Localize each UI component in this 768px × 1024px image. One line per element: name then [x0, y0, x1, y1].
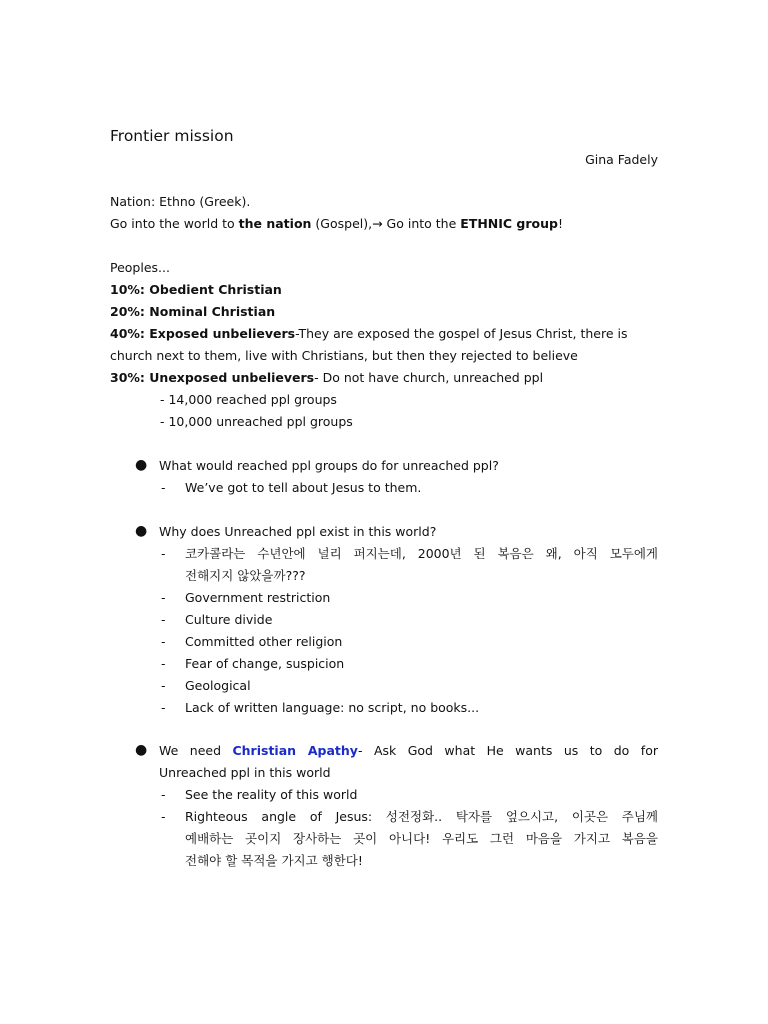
sub-item: Geological [185, 678, 251, 693]
bullet-icon: ● [135, 457, 148, 473]
sub-item: Lack of written language: no script, no books... [185, 700, 480, 715]
group-count: - 10,000 unreached ppl groups [160, 414, 353, 429]
dash-icon: - [161, 590, 166, 605]
korean-text: 전해지지 않았을까??? [185, 568, 306, 583]
dash-icon: - [161, 612, 166, 627]
dash-icon: - [161, 700, 166, 715]
group-count: - 14,000 reached ppl groups [160, 392, 337, 407]
korean-text: 예배하는 곳이지 장사하는 곳이 아니다! 우리도 그런 마음을 가지고 복음을 [185, 831, 658, 846]
bullet-text: What would reached ppl groups do for unreached ppl? [159, 458, 499, 473]
bullet-icon: ● [135, 523, 148, 539]
author-name: Gina Fadely [585, 152, 658, 167]
bullet-text: We need Christian Apathy- Ask God what He wants us to do for [159, 743, 658, 758]
stat-line: 10%: Obedient Christian [110, 282, 282, 297]
bullet-icon: ● [135, 742, 148, 758]
sub-item: Fear of change, suspicion [185, 656, 345, 671]
highlight-text: Christian Apathy [232, 743, 358, 758]
sub-item: See the reality of this world [185, 787, 358, 802]
stat-line: 30%: Unexposed unbelievers- Do not have church, unreached ppl [110, 370, 544, 385]
dash-icon: - [161, 787, 166, 802]
peoples-label: Peoples... [110, 260, 170, 275]
dash-icon: - [161, 809, 166, 824]
dash-icon: - [161, 656, 166, 671]
arrow-icon: → [372, 216, 383, 231]
korean-text: 전해야 할 목적을 가지고 행한다! [185, 853, 363, 868]
stat-line-continued: church next to them, live with Christians, but then they rejected to believe [110, 348, 578, 363]
sub-item: Culture divide [185, 612, 273, 627]
sub-item: We’ve got to tell about Jesus to them. [185, 480, 422, 495]
sub-item: Government restriction [185, 590, 331, 605]
korean-text: 코카콜라는 수년안에 널리 퍼지는데, 2000년 된 복음은 왜, 아직 모두에게 [185, 546, 658, 561]
dash-icon: - [161, 678, 166, 693]
dash-icon: - [161, 634, 166, 649]
dash-icon: - [161, 480, 166, 495]
go-line: Go into the world to the nation (Gospel),→ Go into the ETHNIC group! [110, 216, 563, 231]
dash-icon: - [161, 546, 166, 561]
nation-line: Nation: Ethno (Greek). [110, 194, 251, 209]
bullet-text-continued: Unreached ppl in this world [159, 765, 331, 780]
bullet-text: Why does Unreached ppl exist in this world? [159, 524, 437, 539]
sub-item-korean: Righteous angle of Jesus: 성전정화.. 탁자를 엎으시고, 이곳은 주님께 [185, 809, 658, 824]
stat-line: 20%: Nominal Christian [110, 304, 276, 319]
document-title: Frontier mission [110, 127, 234, 145]
stat-line: 40%: Exposed unbelievers-They are exposed the gospel of Jesus Christ, there is [110, 326, 628, 341]
sub-item: Committed other religion [185, 634, 343, 649]
